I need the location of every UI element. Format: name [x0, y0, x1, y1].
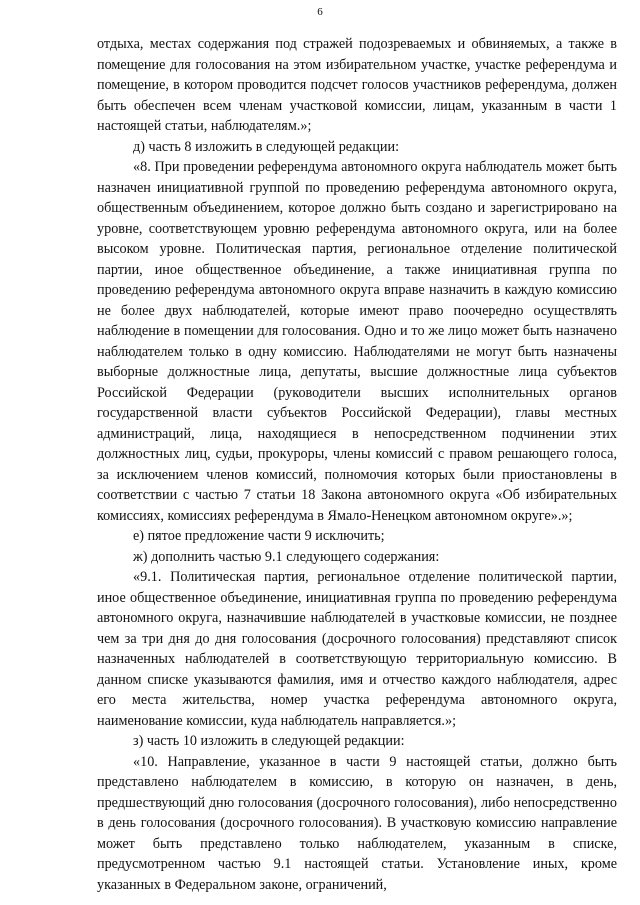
- paragraph-part-8: «8. При проведении референдума автономного округа наблюдатель может быть назначен инициативной группой по проведению референдума автономного округа, общественным объединением, которое должно быть создано и зарегистрировано на уровне, соответствующем уровню референдума автономного округа, или на более высоком уровне. Политическая партия, региональное отделение политической партии, иное общественное объединение, а также инициативная группа по проведению референдума автономного округа вправе назначить в каждую комиссию не более двух наблюдателей, которые имеют право поочередно осуществлять наблюдение в помещении для голосования. Одно и то же лицо может быть назначено наблюдателем только в одну комиссию. Наблюдателями не могут быть назначены выборные должностные лица, депутаты, высшие должностные лица субъектов Российской Федерации (руководители высших исполнительных органов государственной власти субъектов Российской Федерации), главы местных администраций, лица, находящиеся в непосредственном подчинении этих должностных лиц, судьи, прокуроры, члены комиссий с правом решающего голоса, за исключением членов комиссий, полномочия которых были приостановлены в соответствии с частью 7 статьи 18 Закона автономного округа «Об избирательных комиссиях, комиссиях референдума в Ямало-Ненецком автономном округе».»;: [97, 159, 617, 524]
- paragraph-continuation: отдыха, местах содержания под стражей подозреваемых и обвиняемых, а также в помещение для голосования на этом избирательном участке, участке референдума и помещение, в котором проводится подсчет голосов участников референдума, должен быть обеспечен всем членам участковой комиссии, лицам, указанным в части 1 настоящей статьи, наблюдателям.»;: [97, 36, 617, 134]
- paragraph-part-10: «10. Направление, указанное в части 9 настоящей статьи, должно быть представлено наблюдателем в комиссию, в которую он назначен, в день, предшествующий дню голосования (досрочного голосования), либо непосредственно в день голосования (досрочного голосования). В участковую комиссию направление может быть представлено только наблюдателем, указанным в списке, предусмотренном частью 9.1 настоящей статьи. Установление иных, кроме указанных в Федеральном законе, ограничений,: [97, 753, 617, 893]
- paragraph-item-zh: ж) дополнить частью 9.1 следующего содержания:: [133, 548, 440, 565]
- page-number: 6: [317, 6, 323, 18]
- paragraph-item-z: з) часть 10 изложить в следующей редакции:: [133, 733, 405, 749]
- paragraph-part-9-1: «9.1. Политическая партия, региональное отделение политической партии, иное общественное объединение, инициативная группа по проведению референдума автономного округа, назначившие наблюдателей в участковые комиссии, не позднее чем за три дня до дня голосования (досрочного голосования) представляют список назначенных наблюдателей в соответствующую территориальную комиссию. В данном списке указываются фамилия, имя и отчество каждого наблюдателя, адрес его места жительства, номер участка референдума автономного округа, наименование комиссии, куда наблюдатель направляется.»;: [97, 569, 617, 729]
- paragraph-item-d: д) часть 8 изложить в следующей редакции:: [133, 138, 400, 155]
- document-body: [97, 34, 617, 895]
- paragraph-item-e: е) пятое предложение части 9 исключить;: [133, 528, 385, 544]
